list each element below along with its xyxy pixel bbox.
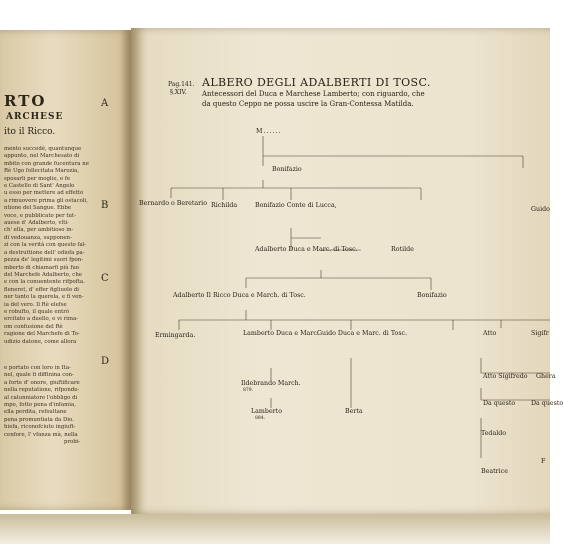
node-bonifazio-mid: Bonifazio — [417, 292, 447, 299]
node-bonifazio-top: Bonifazio — [272, 166, 302, 173]
margin-letter-c: C — [101, 273, 109, 284]
text-line: ella perdita, refsultane — [4, 409, 67, 416]
text-line: voce, e pubblicato per tut- — [4, 212, 77, 219]
node-adalberto-duca: Adalberto Duca e Marc. di Tosc. — [255, 246, 358, 253]
text-line: sposarli per moglie, e fe — [4, 175, 71, 182]
left-text-block-1 — [4, 146, 89, 346]
text-line: a forte d' onore, giuftificare — [4, 379, 80, 386]
node-berta: Berta — [345, 408, 363, 415]
node-lamberto-low: Lamberto — [251, 408, 282, 415]
text-line: al calunniatore l'obbligo di — [4, 394, 78, 401]
node-f-right: F — [541, 458, 546, 465]
text-line: ia del vero. Il Rè elefse — [4, 301, 67, 308]
node-guido-right: Guido — [531, 206, 550, 213]
node-beatrice: Beatrice — [481, 468, 508, 475]
year-ildebrando: 879. — [243, 388, 254, 393]
text-line: fleneret, d' effer figliuolo di — [4, 286, 80, 293]
text-line: probi- — [64, 439, 81, 446]
text-line: di vedouanza, supponen- — [4, 234, 72, 241]
text-line: ner tanto la querela, e fi ven- — [4, 294, 84, 301]
node-bonifazio-conte: Bonifazio Conte di Lucca, — [255, 202, 337, 209]
margin-letter-d: D — [101, 356, 110, 367]
book-spread — [0, 28, 563, 516]
right-page — [131, 28, 563, 514]
text-line: e robufto, il quale entrò — [4, 308, 70, 315]
text-line: ragione del Marchefe di To- — [4, 331, 80, 338]
left-page — [0, 30, 131, 510]
text-line: a rimuovere prima gli ostacoli, — [4, 197, 88, 204]
node-sigifredo: Sigifr — [531, 330, 549, 337]
node-richilda: Richilda — [211, 202, 238, 209]
left-heading-2: ARCHESE — [6, 112, 64, 122]
text-line: nella reputatione, rifponde- — [4, 387, 80, 394]
text-line: auese d' Adalberto, vlti- — [4, 220, 70, 227]
margin-letter-a: A — [101, 98, 109, 109]
text-line: ntione del Sangue. Ebbe — [4, 205, 72, 212]
page-title: ALBERO DEGLI ADALBERTI DI TOSC. — [202, 76, 431, 89]
text-line: mento succedè, quantunque — [4, 146, 82, 152]
text-line: u esso per mettere ad effetto — [4, 190, 84, 197]
margin-letter-b: B — [101, 200, 109, 211]
node-lamberto-duca: Lamberto Duca e Marc. — [243, 330, 319, 337]
node-da-questo-1: Da questo — [483, 400, 516, 407]
text-line: om confusione del Rè — [4, 323, 63, 330]
text-line: appunto, nel Marchesato di — [4, 153, 80, 160]
fine-print-note — [289, 139, 293, 144]
text-line: hiefa, riconofciuto ingiuft- — [4, 424, 76, 431]
text-line: e portato con loro in Ita- — [4, 365, 71, 371]
node-atto: Atto — [483, 330, 497, 337]
subtitle-line-1: Antecessori del Duca e Marchese Lamberto; con riguardo, che — [202, 90, 425, 98]
text-line: mbito con grande fucentura ne — [4, 160, 89, 167]
text-line: cenfore, l' vfanza mà, nella — [4, 431, 78, 438]
text-line: mberto di chiamarfi più fuo — [4, 264, 80, 271]
text-line: ercitato a duello, e vi rima- — [4, 316, 79, 323]
text-line: e con la conuentente rifpofta. — [4, 279, 85, 286]
node-da-questo-2: Da questo — [531, 400, 563, 407]
year-lamberto-low: 884. — [255, 416, 266, 421]
left-heading-1: RTO — [4, 92, 47, 110]
text-line: Rè Ugo follecitata Marozia, — [4, 168, 80, 175]
left-heading-3: ito il Ricco. — [4, 127, 56, 137]
text-line: mpo, fotto pena d'infamia, — [4, 402, 76, 409]
node-bernardo: Bernardo o Beretario — [139, 200, 207, 207]
node-tedaldo: Tedaldo — [481, 430, 507, 437]
text-line: pena promuntiata da Dio. — [4, 416, 74, 423]
node-ermingarda: Ermingarda. — [155, 332, 196, 339]
text-line: nel, quale fi diffinina con- — [4, 372, 74, 379]
text-line: e Castello di Sant' Angelo — [4, 183, 75, 190]
node-ildebrando: Ildebrando March. — [241, 380, 301, 387]
text-line: a destruttione dell' odiofa pa- — [4, 249, 85, 256]
text-line: del Marchefe Adalberto, che — [4, 271, 82, 278]
node-adalberto-ricco: Adalberto Il Ricco Duca e March. di Tosc. — [173, 292, 306, 299]
text-line: zì con la verità con questo fal- — [4, 242, 87, 249]
subtitle-line-2: da questo Ceppo ne possa uscire la Gran-Contessa Matilda. — [202, 100, 414, 108]
left-text-block-2 — [4, 365, 80, 446]
node-m: M...... — [256, 128, 282, 135]
page-edge — [0, 514, 550, 544]
text-line: udizio datone, come allora — [4, 338, 77, 345]
node-rotilde: Rotilde — [391, 246, 414, 253]
node-guido-duca: Guido Duca e Marc. di Tosc. — [317, 330, 408, 337]
node-atto-sigifredo: Atto Sigifredo — [483, 373, 528, 380]
text-line: ch' ella, per ambitioso in- — [4, 227, 74, 234]
node-ghera: Ghera — [536, 373, 556, 380]
page-reference: Pag.141. — [168, 81, 195, 88]
text-line: pezza de' legitimi suori fpon- — [4, 257, 84, 264]
section-number: §.XIV. — [170, 89, 187, 96]
